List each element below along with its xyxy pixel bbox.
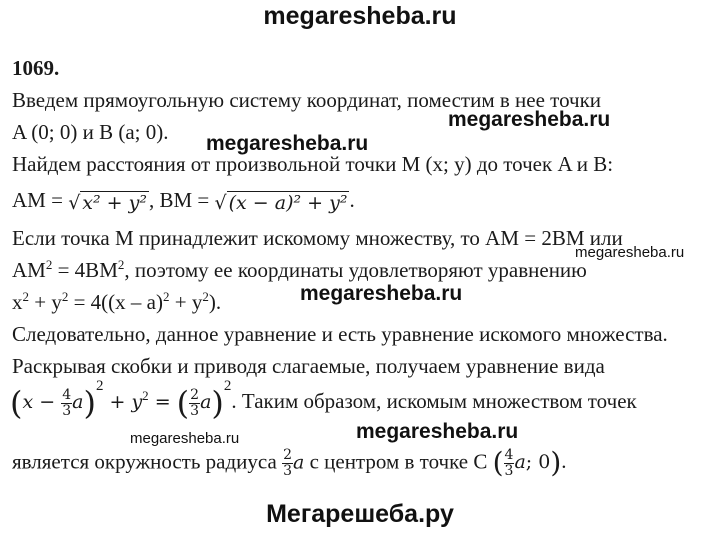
watermark-top: megaresheba.ru — [263, 2, 457, 30]
problem-number: 1069. — [12, 56, 60, 80]
text-line-8: Следовательно, данное уравнение и есть уравнение искомого множества. — [12, 322, 668, 346]
radius-fraction: $\frac{2}{3}$ — [283, 447, 292, 479]
text-line-6-tail: поэтому ее координаты удовлетворяют уравнению — [134, 258, 587, 282]
bm-radicand: (x − a)² + y² — [228, 191, 348, 214]
watermark-inline-3: megaresheba.ru — [575, 244, 685, 261]
text-line-5: Если точка M принадлежит искомому множеству, то AM = 2BM или — [12, 226, 623, 250]
text-line-11 — [12, 448, 567, 479]
watermark-inline-4: megaresheba.ru — [300, 282, 463, 305]
watermark-bottom: Мегарешеба.ру — [266, 500, 454, 528]
text-line-9: Раскрывая скобки и приводя слагаемые, получаем уравнение вида — [12, 354, 605, 378]
text-line-2: A (0; 0) и B (a; 0). — [12, 120, 169, 144]
circle-equation-line — [10, 378, 637, 423]
distance-formulas — [12, 188, 355, 215]
text-line-10-tail: . Таким образом, искомым множеством точек — [231, 389, 637, 413]
text-line-11-mid: с центром в точке C — [309, 449, 488, 474]
equation-am-squared: $AM^2 = 4BM^2$, — [12, 257, 135, 282]
equation-line: $x^2 + y^2 = 4((x - a)^2 + y^2)$. — [12, 289, 222, 314]
bm-label: , BM = — [148, 188, 215, 212]
watermark-inline-1: megaresheba.ru — [206, 132, 369, 155]
am-label: AM = — [12, 188, 69, 212]
am-radicand: x² + y² — [82, 191, 147, 214]
center-point: ( $\frac{4}{3}$ a; 0). — [492, 446, 567, 480]
watermark-inline-5: megaresheba.ru — [130, 430, 240, 447]
text-line-11-head: является окружность радиуса — [12, 449, 277, 474]
text-line-3: Найдем расстояния от произвольной точки M (x; y) до точек A и B: — [12, 152, 614, 176]
text-line-1: Введем прямоугольную систему координат, поместим в нее точки — [12, 88, 602, 112]
watermark-inline-6: megaresheba.ru — [356, 420, 519, 443]
bm-sqrt: √ (x − a)² + y² — [214, 191, 348, 214]
am-sqrt: √ x² + y² — [68, 191, 147, 214]
circle-equation: (x − $\frac{4}{3}$ $a)^2 + y^2$ = ( $\frac{2}{3}$ a)$^2$ — [10, 378, 232, 423]
text-line-6 — [12, 258, 587, 283]
radius-a: a — [292, 451, 305, 474]
watermark-inline-2: megaresheba.ru — [448, 108, 611, 131]
formula-end: . — [349, 188, 355, 212]
